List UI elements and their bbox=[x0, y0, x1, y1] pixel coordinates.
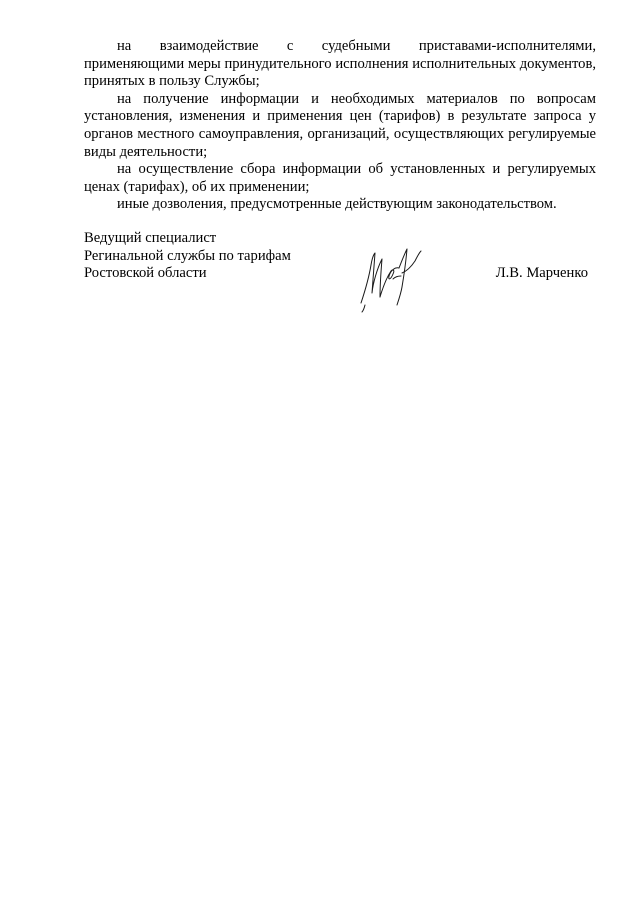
signer-position-line-3: Ростовской области bbox=[84, 265, 207, 282]
signer-position-line-2: Регинальной службы по тарифам bbox=[84, 247, 291, 264]
paragraph-information-request: на получение информации и необходимых материалов по вопросам установления, изменения и применения цен (тарифов) в результате запроса у органов местного самоуправления, организаций, осуществляющих регулируемые виды деятельности; bbox=[84, 90, 596, 160]
document-body bbox=[84, 38, 596, 214]
paragraph-price-info-collection: на осуществление сбора информации об установленных и регулируемых ценах (тарифах), об их применении; bbox=[84, 161, 596, 195]
signer-name: Л.В. Марченко bbox=[495, 265, 588, 281]
signature-block bbox=[84, 230, 596, 283]
paragraph-other-permissions: иные дозволения, предусмотренные действующим законодательством. bbox=[117, 196, 557, 213]
handwritten-signature-icon bbox=[355, 243, 427, 313]
paragraph-bailiffs: на взаимодействие с судебными приставами-исполнителями, применяющими меры принудительного исполнения исполнительных документов, принятых в пользу Службы; bbox=[84, 38, 596, 90]
signer-position-line-1: Ведущий специалист bbox=[84, 230, 217, 246]
